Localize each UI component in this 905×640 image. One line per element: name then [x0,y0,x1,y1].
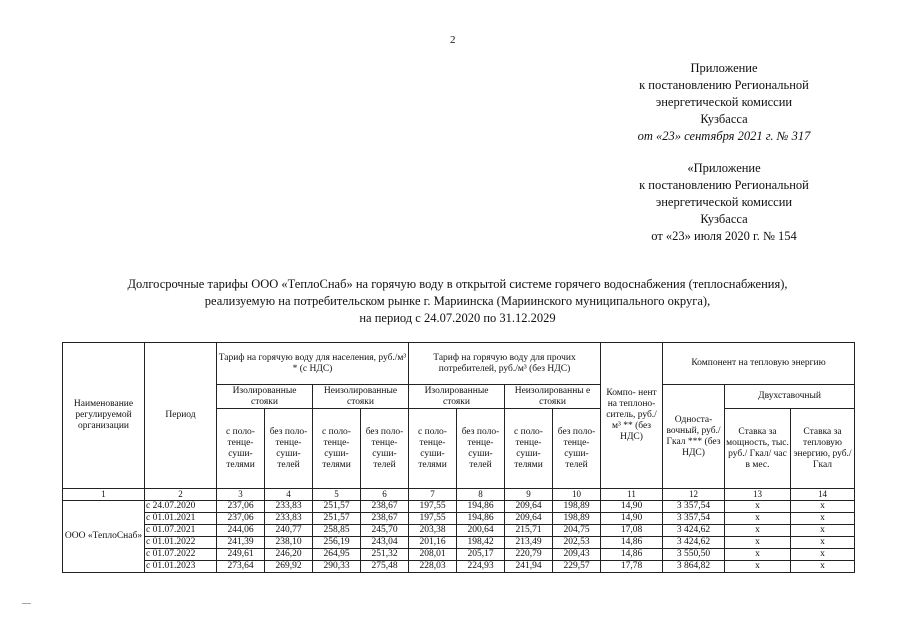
header-without-towel-dryers: без поло- тенце- суши- телей [361,409,409,489]
tariff-table [62,342,855,573]
value-cell: 201,16 [409,537,457,549]
value-cell: 3 424,62 [663,525,725,537]
appendix-line: энергетической комиссии [655,95,793,109]
table-row [63,525,855,537]
value-cell: 3 424,62 [663,537,725,549]
table-row [63,537,855,549]
period-cell: с 24.07.2020 [145,501,217,513]
header-energy-rate: Ставка за тепловую энергию, руб./Гкал [791,409,855,489]
column-number: 11 [601,489,663,501]
value-cell: 237,06 [217,513,265,525]
value-cell: 215,71 [505,525,553,537]
value-cell: 275,48 [361,561,409,573]
appendix-date-line: от «23» июля 2020 г. № 154 [651,229,797,243]
appendix-line: к постановлению Региональной [639,178,809,192]
value-cell: x [725,501,791,513]
header-single-rate: Односта- вочный, руб./Гкал *** (без НДС) [663,385,725,489]
header-heat-carrier-component: Компо- нент на теплоно- ситель, руб./м³ ** (без НДС) [601,343,663,489]
value-cell: x [791,525,855,537]
value-cell: 238,10 [265,537,313,549]
header-other-consumers-tariff: Тариф на горячую воду для прочих потребителей, руб./м³ (без НДС) [409,343,601,385]
column-number: 12 [663,489,725,501]
page-number: 2 [450,34,456,46]
value-cell: 238,67 [361,501,409,513]
column-number: 2 [145,489,217,501]
column-number: 6 [361,489,409,501]
value-cell: x [725,537,791,549]
value-cell: x [725,513,791,525]
value-cell: 245,70 [361,525,409,537]
column-number: 13 [725,489,791,501]
value-cell: 233,83 [265,513,313,525]
column-number: 4 [265,489,313,501]
value-cell: 208,01 [409,549,457,561]
value-cell: 14,90 [601,501,663,513]
header-insulated-risers: Изолированные стояки [217,385,313,409]
value-cell: 3 357,54 [663,513,725,525]
value-cell: 198,42 [457,537,505,549]
table-row [63,501,855,513]
period-cell: с 01.07.2021 [145,525,217,537]
appendix-line: Кузбасса [700,212,748,226]
value-cell: 200,64 [457,525,505,537]
value-cell: 258,85 [313,525,361,537]
value-cell: 197,55 [409,501,457,513]
value-cell: 233,83 [265,501,313,513]
value-cell: x [791,561,855,573]
title-line: Долгосрочные тарифы ООО «ТеплоСнаб» на горячую воду в открытой системе горячего водоснабжения (теплоснабжения), [127,277,788,291]
period-cell: с 01.01.2022 [145,537,217,549]
appendix-date-line: от «23» сентября 2021 г. № 317 [637,129,811,143]
value-cell: 194,86 [457,501,505,513]
value-cell: 246,20 [265,549,313,561]
value-cell: 244,06 [217,525,265,537]
column-number: 3 [217,489,265,501]
document-title [40,276,875,327]
value-cell: 209,64 [505,501,553,513]
value-cell: 240,77 [265,525,313,537]
header-two-rate: Двухставочный [725,385,855,409]
value-cell: 17,78 [601,561,663,573]
title-line: реализуемую на потребительском рынке г. Мариинска (Мариинского муниципального округа), [204,294,711,308]
value-cell: 251,57 [313,513,361,525]
value-cell: x [791,501,855,513]
previous-appendix-header [614,160,834,245]
organization-name: ООО «ТеплоСнаб» [63,501,145,573]
value-cell: 220,79 [505,549,553,561]
period-cell: с 01.01.2023 [145,561,217,573]
header-heat-energy-component: Компонент на тепловую энергию [663,343,855,385]
table-row [63,549,855,561]
value-cell: 194,86 [457,513,505,525]
value-cell: 273,64 [217,561,265,573]
value-cell: 198,89 [553,501,601,513]
appendix-line: энергетической комиссии [655,195,793,209]
table-row [63,561,855,573]
value-cell: 3 357,54 [663,501,725,513]
column-number-row [63,489,855,501]
appendix-line: к постановлению Региональной [639,78,809,92]
column-number: 14 [791,489,855,501]
value-cell: 198,89 [553,513,601,525]
value-cell: x [791,549,855,561]
column-number: 10 [553,489,601,501]
appendix-line: «Приложение [687,161,761,175]
appendix-line: Кузбасса [700,112,748,126]
column-number: 5 [313,489,361,501]
value-cell: 203,38 [409,525,457,537]
table-row [63,513,855,525]
value-cell: 224,93 [457,561,505,573]
header-without-towel-dryers: без поло- тенце- суши- телей [265,409,313,489]
value-cell: x [725,549,791,561]
column-number: 8 [457,489,505,501]
header-power-rate: Ставка за мощность, тыс. руб./ Гкал/ час в мес. [725,409,791,489]
value-cell: 14,86 [601,537,663,549]
header-without-towel-dryers: без поло- тенце- суши- телей [553,409,601,489]
value-cell: 228,03 [409,561,457,573]
value-cell: x [725,525,791,537]
value-cell: 209,43 [553,549,601,561]
value-cell: 237,06 [217,501,265,513]
value-cell: 209,64 [505,513,553,525]
value-cell: 213,49 [505,537,553,549]
value-cell: x [791,537,855,549]
value-cell: 3 550,50 [663,549,725,561]
value-cell: 251,57 [313,501,361,513]
value-cell: 14,86 [601,549,663,561]
value-cell: 243,04 [361,537,409,549]
header-with-towel-dryers: с поло- тенце- суши- телями [313,409,361,489]
column-number: 1 [63,489,145,501]
header-with-towel-dryers: с поло- тенце- суши- телями [505,409,553,489]
value-cell: 251,32 [361,549,409,561]
header-population-tariff: Тариф на горячую воду для населения, руб./м³ * (с НДС) [217,343,409,385]
value-cell: x [725,561,791,573]
header-organization: Наименование регулируемой организации [63,343,145,489]
margin-mark: — [22,598,31,608]
title-line: на период с 24.07.2020 по 31.12.2029 [359,311,556,325]
value-cell: 205,17 [457,549,505,561]
header-period: Период [145,343,217,489]
value-cell: 14,90 [601,513,663,525]
period-cell: с 01.07.2022 [145,549,217,561]
header-without-towel-dryers: без поло- тенце- суши- телей [457,409,505,489]
period-cell: с 01.01.2021 [145,513,217,525]
value-cell: 241,39 [217,537,265,549]
column-number: 7 [409,489,457,501]
value-cell: 202,53 [553,537,601,549]
value-cell: 290,33 [313,561,361,573]
value-cell: 204,75 [553,525,601,537]
value-cell: 197,55 [409,513,457,525]
value-cell: 269,92 [265,561,313,573]
value-cell: 238,67 [361,513,409,525]
column-number: 9 [505,489,553,501]
value-cell: x [791,513,855,525]
header-non-insulated-risers: Неизолированные стояки [313,385,409,409]
header-insulated-risers: Изолированные стояки [409,385,505,409]
value-cell: 3 864,82 [663,561,725,573]
value-cell: 256,19 [313,537,361,549]
value-cell: 264,95 [313,549,361,561]
appendix-line: Приложение [690,61,758,75]
appendix-header [614,60,834,145]
header-non-insulated-risers: Неизолированны е стояки [505,385,601,409]
header-with-towel-dryers: с поло- тенце- суши- телями [217,409,265,489]
value-cell: 241,94 [505,561,553,573]
value-cell: 17,08 [601,525,663,537]
header-with-towel-dryers: с поло- тенце- суши- телями [409,409,457,489]
value-cell: 249,61 [217,549,265,561]
value-cell: 229,57 [553,561,601,573]
